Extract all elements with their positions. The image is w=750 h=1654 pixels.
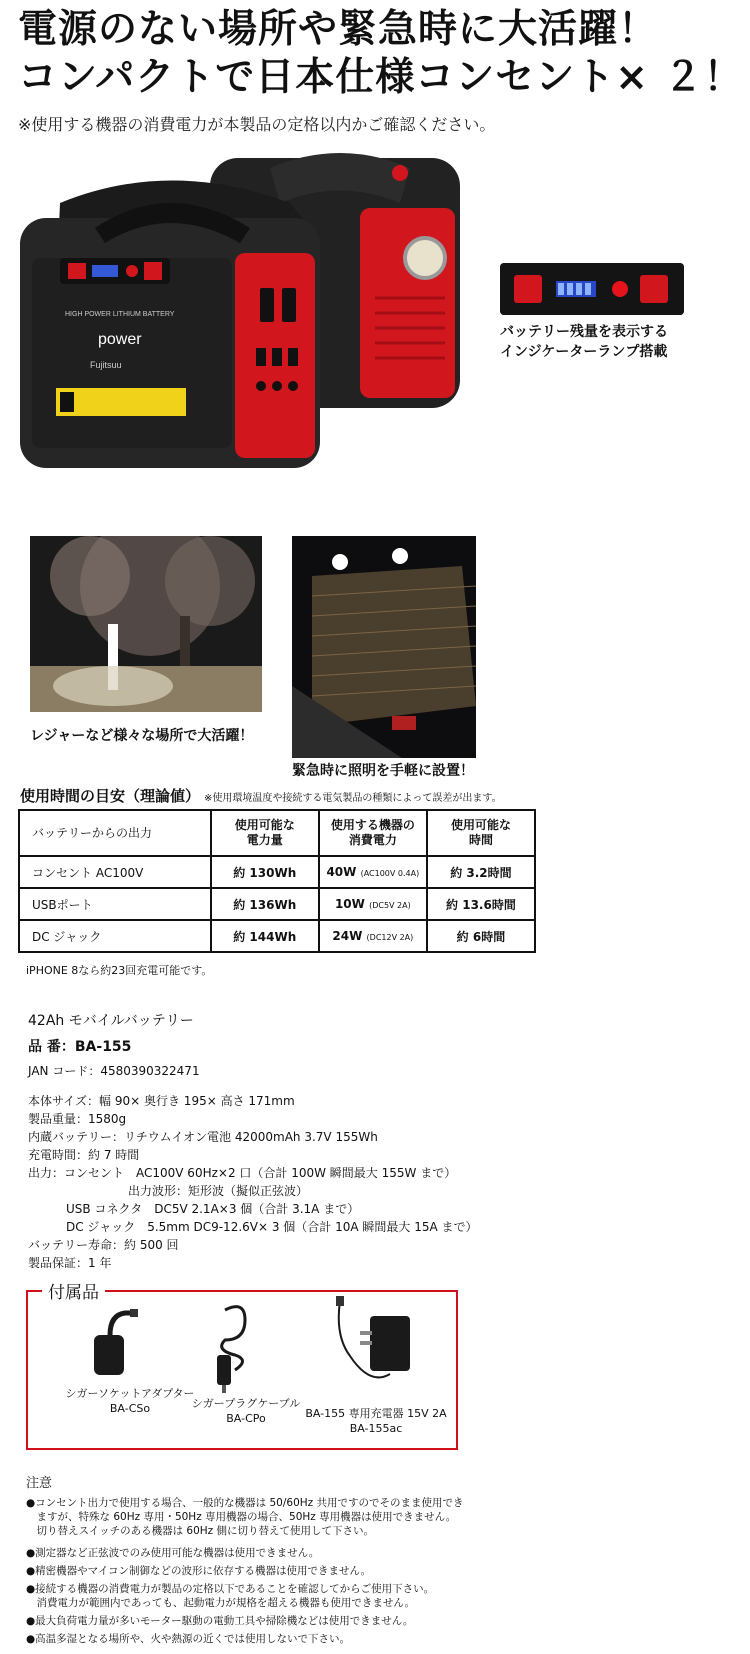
spec-lifetime: バッテリー寿命：約 500 回 (28, 1238, 179, 1252)
emergency-photo (292, 536, 476, 758)
spec-waveform: 出力波形：矩形波（擬似正弦波） (128, 1184, 309, 1198)
charger-icon (330, 1296, 420, 1396)
spec-output-ac: 出力：コンセント AC100V 60Hz×2 口（合計 100W 瞬間最大 155W まで） (28, 1166, 457, 1180)
usage-note: ※使用する機器の消費電力が本製品の定格以内かご確認ください。 (18, 115, 496, 134)
caution-item: ●精密機器やマイコン制御などの波形に依存する機器は使用できません。 (26, 1565, 372, 1577)
product-image (20, 148, 480, 478)
caution-item: ●接続する機器の消費電力が製品の定格以下であることを確認してからご使用下さい。 消費電力が範囲内であっても、起動電力が規格を超える機器も使用できません。 (26, 1583, 435, 1609)
col-header-output: バッテリーからの出力 (19, 810, 211, 856)
product-brand: power (98, 331, 142, 348)
caution-item: ●最大負荷電力量が多いモーター駆動の電動工具や掃除機などは使用できません。 (26, 1615, 414, 1627)
cigarette-socket-adapter-icon (80, 1305, 140, 1380)
col-header-energy: 使用可能な 電力量 (211, 810, 319, 856)
spec-weight: 製品重量：1580g (28, 1112, 127, 1126)
jan-code: JAN コード：4580390322471 (28, 1064, 200, 1078)
accessory-charger-label: BA-155 専用充電器 15V 2A BA-155ac (305, 1407, 447, 1435)
table-row: DC ジャック 約 144Wh 24W (DC12V 2A) 約 6時間 (19, 920, 535, 952)
table-row: コンセント AC100V 約 130Wh 40W (AC100V 0.4A) 約 3.2時間 (19, 856, 535, 888)
product-name: 42Ah モバイルバッテリー (28, 1013, 194, 1029)
spec-charge-time: 充電時間：約 7 時間 (28, 1148, 140, 1162)
emergency-caption: 緊急時に照明を手軽に設置！ (292, 763, 474, 779)
cigarette-plug-cable-icon (205, 1300, 265, 1395)
product-model: 品 番：BA-155 (28, 1039, 132, 1055)
caution-item: ●コンセント出力で使用する場合、一般的な機器は 50/60Hz 共用ですのでそのまま使用でき ますが、特殊な 60Hz 専用・50Hz 専用機器の場合、50Hz 専用機器は使用できません。 切り替えスイッチのある機器は 60Hz 側に切り替えて使用して下さい。 (26, 1497, 464, 1537)
spec-warranty: 製品保証：1 年 (28, 1256, 112, 1270)
leisure-caption: レジャーなど様々な場所で大活躍！ (30, 728, 254, 744)
caution-item: ●高温多湿となる場所や、火や熱源の近くでは使用しないで下さい。 (26, 1633, 350, 1645)
ac-output-button (640, 275, 668, 303)
indicator-panel (500, 263, 684, 315)
usage-title: 使用時間の目安（理論値） ※使用環境温度や接続する電気製品の種類によって誤差が出ます。 (20, 787, 502, 805)
accessory-cable-label: シガープラグケーブル BA-CPo (191, 1397, 301, 1425)
spec-usb: USB コネクタ DC5V 2.1A×3 個（合計 3.1A まで） (66, 1202, 360, 1216)
spec-size: 本体サイズ：幅 90× 奥行き 195× 高さ 171mm (28, 1094, 295, 1108)
status-lamp-icon (612, 281, 628, 297)
product-label: HIGH POWER LITHIUM BATTERY (65, 311, 175, 318)
headline-line2: コンパクトで日本仕様コンセント× ２！ (18, 55, 744, 100)
usage-title-note: ※使用環境温度や接続する電気製品の種類によって誤差が出ます。 (204, 793, 502, 804)
table-header-row (19, 810, 535, 856)
accessories-title: 付属品 (42, 1278, 105, 1303)
table-row: USBポート 約 136Wh 10W (DC5V 2A) 約 13.6時間 (19, 888, 535, 920)
battery-check-button (514, 275, 542, 303)
col-header-time: 使用可能な 時間 (427, 810, 535, 856)
front-unit (20, 181, 320, 469)
iphone-note: iPHONE 8なら約23回充電可能です。 (26, 964, 213, 977)
headline-line1: 電源のない場所や緊急時に大活躍！ (18, 7, 659, 52)
col-header-power: 使用する機器の 消費電力 (319, 810, 427, 856)
product-maker: Fujitsuu (90, 360, 122, 370)
usage-table (18, 809, 536, 953)
caution-title: 注意 (26, 1476, 53, 1491)
accessory-adapter-label: シガーソケットアダプター BA-CSo (65, 1387, 195, 1415)
caution-item: ●測定器など正弦波でのみ使用可能な機器は使用できません。 (26, 1547, 320, 1559)
leisure-photo (30, 536, 262, 712)
indicator-caption: バッテリー残量を表示する インジケーターランプ搭載 (500, 324, 668, 360)
spec-battery: 内蔵バッテリー：リチウムイオン電池 42000mAh 3.7V 155Wh (28, 1130, 378, 1144)
spec-dc: DC ジャック 5.5mm DC9-12.6V× 3 個（合計 10A 瞬間最大 15A まで） (66, 1220, 478, 1234)
